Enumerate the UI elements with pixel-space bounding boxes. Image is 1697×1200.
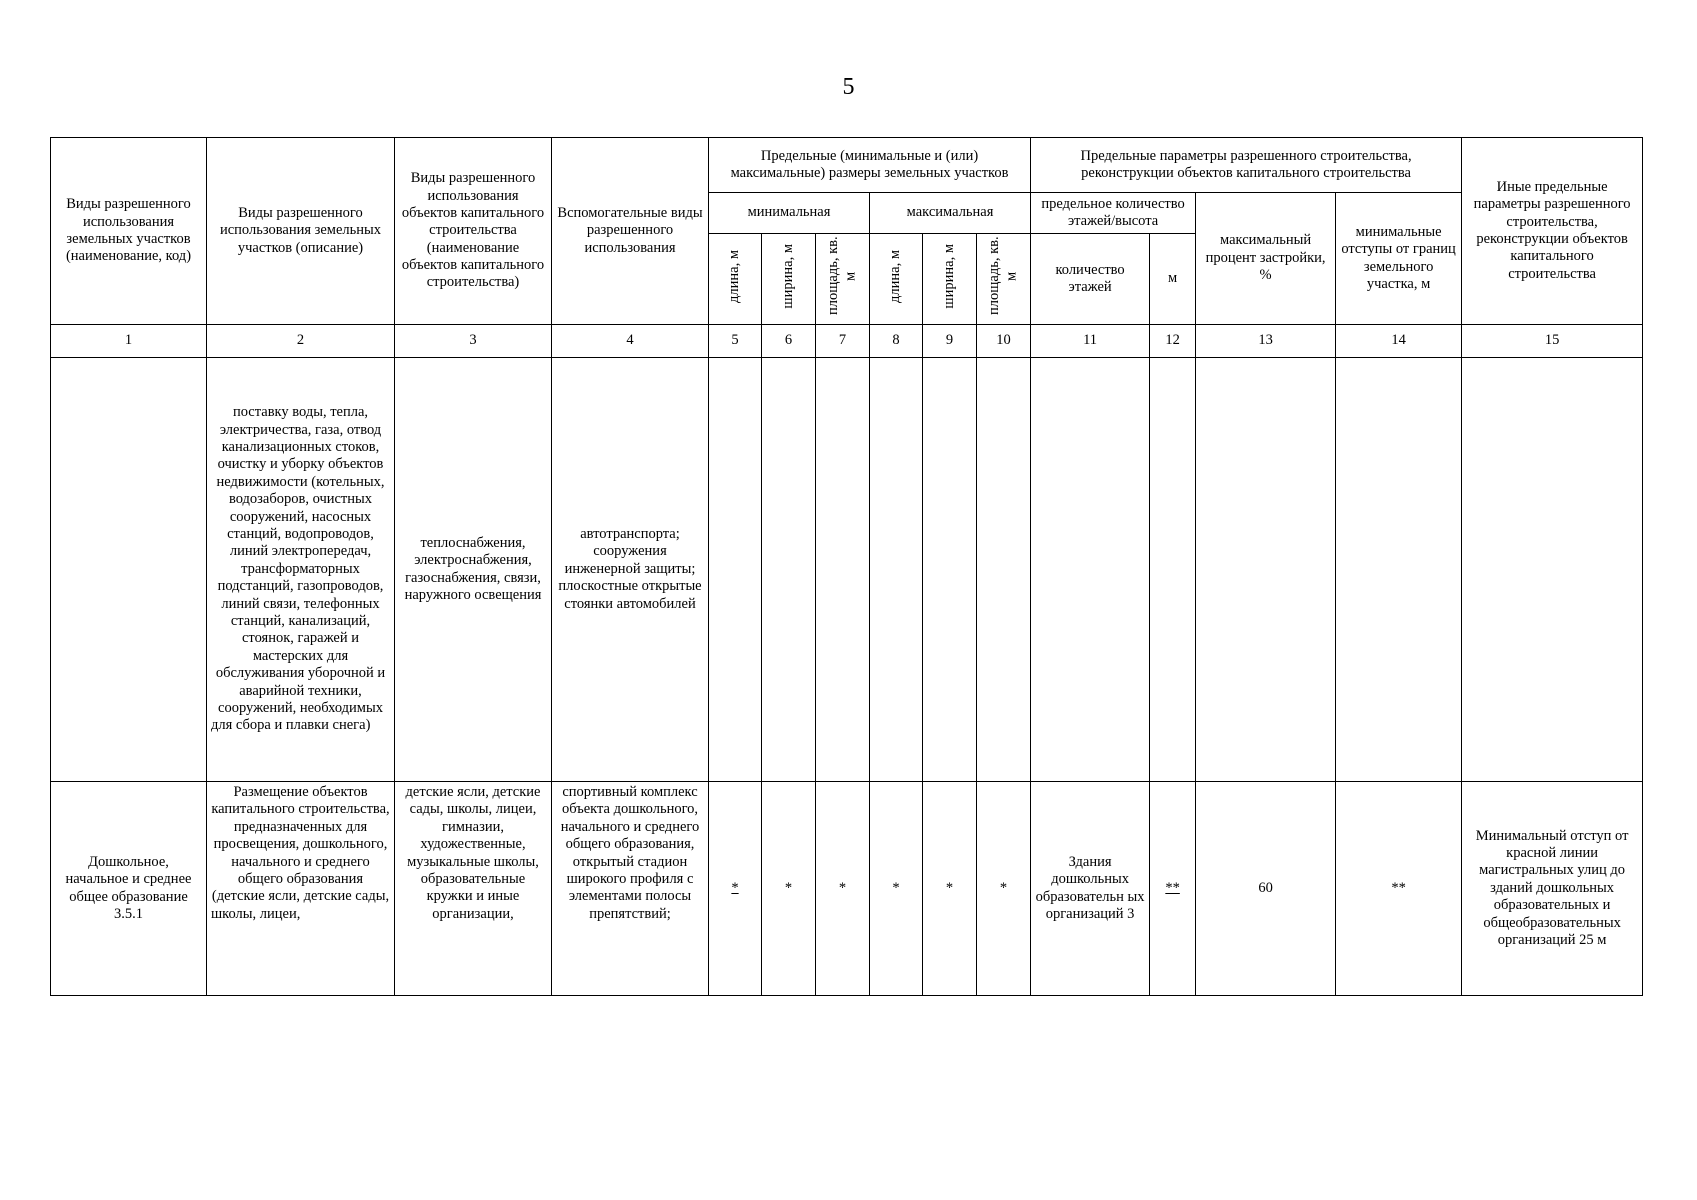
row2-min-length: *: [709, 782, 762, 996]
col-number: 15: [1462, 325, 1643, 358]
row2-max-percent: 60: [1196, 782, 1336, 996]
col-number: 2: [207, 325, 395, 358]
header-land-use-name: Виды разрешенного использования земельных участков (наименование, код): [51, 138, 207, 325]
col-number: 13: [1196, 325, 1336, 358]
col-number: 7: [816, 325, 870, 358]
row2-other-params: Минимальный отступ от красной линии магистральных улиц до зданий дошкольных образовательных и общеобразовательных организаций 25 м: [1462, 782, 1643, 996]
header-maximum: максимальная: [870, 193, 1031, 234]
header-min-setback: минимальные отступы от границ земельного участка, м: [1336, 193, 1462, 325]
header-auxiliary-use: Вспомогательные виды разрешенного использования: [552, 138, 709, 325]
row2-min-width: *: [762, 782, 816, 996]
header-meters: м: [1150, 234, 1196, 325]
row2-meters: **: [1150, 782, 1196, 996]
col-number: 10: [977, 325, 1031, 358]
header-max-length: длина, м: [870, 234, 923, 325]
row1-auxiliary-use: автотранспорта; сооружения инженерной защиты; плоскостные открытые стоянки автомобилей: [552, 358, 709, 782]
col-number: 1: [51, 325, 207, 358]
col-number: 5: [709, 325, 762, 358]
header-other-params: Иные предельные параметры разрешенного строительства, реконструкции объектов капитального строительства: [1462, 138, 1643, 325]
col-number: 14: [1336, 325, 1462, 358]
header-max-percent: максимальный процент застройки, %: [1196, 193, 1336, 325]
table-row: [51, 782, 1643, 996]
header-floors-height: предельное количество этажей/высота: [1031, 193, 1196, 234]
row2-max-length: *: [870, 782, 923, 996]
row1-building-use: теплоснабжения, электроснабжения, газоснабжения, связи, наружного освещения: [395, 358, 552, 782]
row2-auxiliary-use: спортивный комплекс объекта дошкольного, начального и среднего общего образования, открытый стадион широкого профиля с элементами полосы препятствий;: [552, 782, 709, 996]
column-numbers-row: [51, 325, 1643, 358]
col-number: 6: [762, 325, 816, 358]
header-max-width: ширина, м: [923, 234, 977, 325]
row2-land-use-name: Дошкольное, начальное и среднее общее образование 3.5.1: [51, 782, 207, 996]
header-land-use-description: Виды разрешенного использования земельных участков (описание): [207, 138, 395, 325]
row2-description: Размещение объектов капитального строительства, предназначенных для просвещения, дошкольного, начального и среднего общего образования (детские ясли, детские сады, школы, лицеи,: [207, 782, 395, 996]
header-max-area: площадь, кв. м: [977, 234, 1031, 325]
header-min-area: площадь, кв. м: [816, 234, 870, 325]
col-number: 3: [395, 325, 552, 358]
header-building-use: Виды разрешенного использования объектов капитального строительства (наименование объектов капитального строительства): [395, 138, 552, 325]
row2-min-setback: **: [1336, 782, 1462, 996]
header-minimum: минимальная: [709, 193, 870, 234]
col-number: 12: [1150, 325, 1196, 358]
row2-building-use: детские ясли, детские сады, школы, лицеи, гимназии, художественные, музыкальные школы, образовательные кружки и иные организации,: [395, 782, 552, 996]
col-number: 11: [1031, 325, 1150, 358]
header-min-width: ширина, м: [762, 234, 816, 325]
col-number: 8: [870, 325, 923, 358]
col-number: 9: [923, 325, 977, 358]
zoning-regulations-table: [50, 137, 1643, 996]
table-row: [51, 358, 1643, 782]
row1-description: поставку воды, тепла, электричества, газа, отвод канализационных стоков, очистку и уборку объектов недвижимости (котельных, водозаборов, очистных сооружений, насосных станций, водопроводов, линий электропередач, трансформаторных подстанций, газопроводов, линий связи, телефонных станций, канализаций, стоянок, гаражей и мастерских для обслуживания уборочной и аварийной техники, сооружений, необходимых для сбора и плавки снега): [207, 358, 395, 782]
page-number: 5: [842, 74, 855, 100]
header-floors: количество этажей: [1031, 234, 1150, 325]
row2-min-area: *: [816, 782, 870, 996]
row1-land-use-name: [51, 358, 207, 782]
header-plot-sizes: Предельные (минимальные и (или) максимальные) размеры земельных участков: [709, 138, 1031, 193]
row2-max-width: *: [923, 782, 977, 996]
row2-max-area: *: [977, 782, 1031, 996]
row2-floors: Здания дошкольных образовательн ых организаций 3: [1031, 782, 1150, 996]
col-number: 4: [552, 325, 709, 358]
header-build-params: Предельные параметры разрешенного строительства, реконструкции объектов капитального строительства: [1031, 138, 1462, 193]
header-min-length: длина, м: [709, 234, 762, 325]
